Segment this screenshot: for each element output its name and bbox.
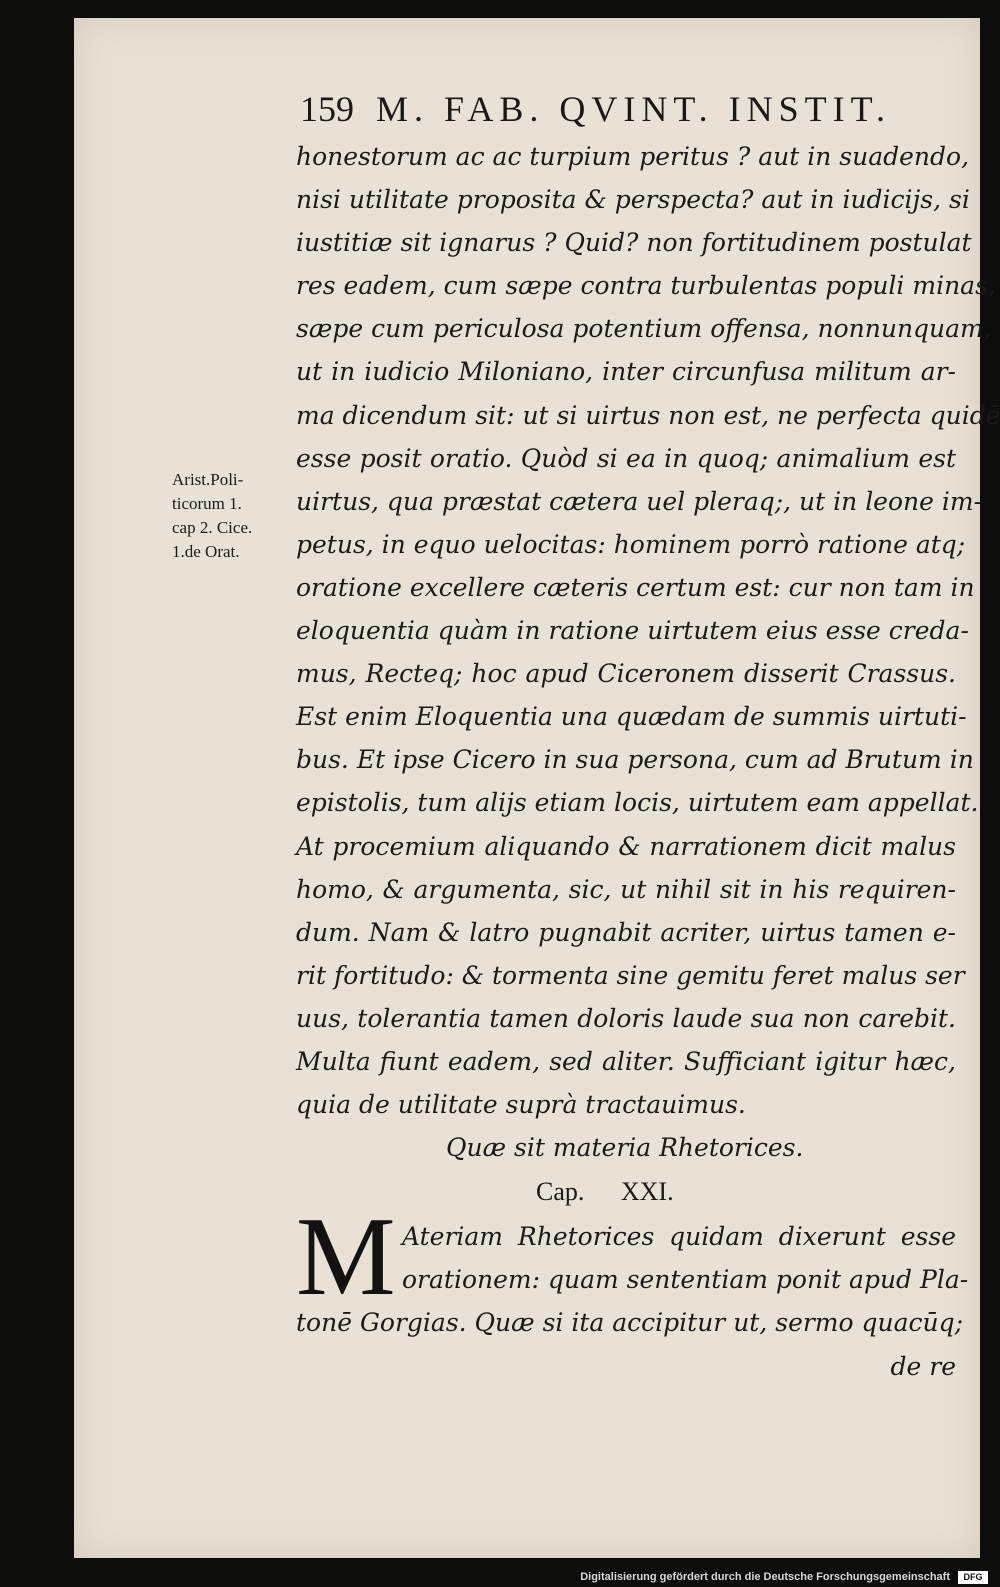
margin-note-line: ticorum 1.: [172, 494, 242, 513]
text-line: ut in iudicio Miloniano, inter circunfusa militum ar-: [296, 357, 956, 387]
text-line: At procemium aliquando & narrationem dicit malus: [296, 831, 956, 861]
text-line: res eadem, cum sæpe contra turbulentas populi minas,: [296, 271, 996, 301]
text-line: petus, in equo uelocitas: hominem porrò ratione atq;: [296, 529, 966, 559]
text-line: dum. Nam & latro pugnabit acriter, uirtus tamen e-: [296, 917, 956, 947]
margin-note-line: cap 2. Cice.: [172, 518, 253, 537]
text-line: iustitiæ sit ignarus ? Quid? non fortitudinem postulat: [296, 228, 972, 258]
text-line: homo, & argumenta, sic, ut nihil sit in his requiren-: [296, 874, 956, 904]
text-line: uirtus, qua præstat cætera uel pleraq;, ut in leone im-: [296, 486, 983, 516]
text-line: nisi utilitate proposita & perspecta? aut in iudicijs, si: [296, 185, 970, 215]
text-line: esse posit oratio. Quòd si ea in quoq; animalium est: [296, 443, 956, 473]
dfg-logo-icon: DFG: [958, 1571, 988, 1584]
text-line: uus, tolerantia tamen doloris laude sua non carebit.: [296, 1003, 956, 1033]
drop-cap: M: [296, 1195, 396, 1320]
text-line: orationem: quam sententiam ponit apud Pla-: [402, 1265, 969, 1295]
running-header: [300, 88, 891, 130]
main-text: [296, 135, 1000, 1388]
text-line: ma dicendum sit: ut si uirtus non est, ne perfecta quidē: [296, 400, 1000, 430]
chapter-number: Cap. XXI.: [536, 1177, 674, 1207]
chapter-heading: Quæ sit materia Rhetorices.: [446, 1133, 804, 1163]
margin-note-line: 1.de Orat.: [172, 542, 240, 561]
digitization-credit: Digitalisierung gefördert durch die Deutsche Forschungsgemeinschaft: [580, 1571, 950, 1583]
text-line: honestorum ac ac turpium peritus ? aut in suadendo,: [296, 142, 970, 171]
running-title: M. FAB. QVINT. INSTIT.: [376, 89, 891, 129]
catchword: de re: [890, 1351, 956, 1381]
text-line: tonē Gorgias. Quæ si ita accipitur ut, sermo quacūq;: [296, 1308, 964, 1338]
text-line: eloquentia quàm in ratione uirtutem eius esse creda-: [296, 616, 969, 646]
chapter-opening: [296, 1195, 969, 1387]
text-line: mus, Recteq; hoc apud Ciceronem disserit Crassus.: [296, 659, 956, 689]
text-line: rit fortitudo: & tormenta sine gemitu feret malus ser: [296, 960, 965, 990]
text-line: Multa fiunt eadem, sed aliter. Sufficiant igitur hæc,: [296, 1046, 956, 1076]
text-line: oratione excellere cæteris certum est: cur non tam in: [296, 572, 975, 602]
text-line: quia de utilitate suprà tractauimus.: [296, 1090, 746, 1120]
text-line: Ateriam Rhetorices quidam dixerunt esse: [402, 1222, 956, 1252]
text-line: Est enim Eloquentia una quædam de summis uirtuti-: [296, 702, 967, 732]
text-line: bus. Et ipse Cicero in sua persona, cum ad Brutum in: [296, 745, 974, 775]
text-line: sæpe cum periculosa potentium offensa, nonnunquam,: [296, 314, 992, 344]
text-line: epistolis, tum alijs etiam locis, uirtutem eam appellat.: [296, 788, 979, 818]
margin-note: [172, 468, 294, 564]
margin-note-line: Arist.Poli-: [172, 470, 244, 489]
page-number: 159: [300, 89, 354, 129]
